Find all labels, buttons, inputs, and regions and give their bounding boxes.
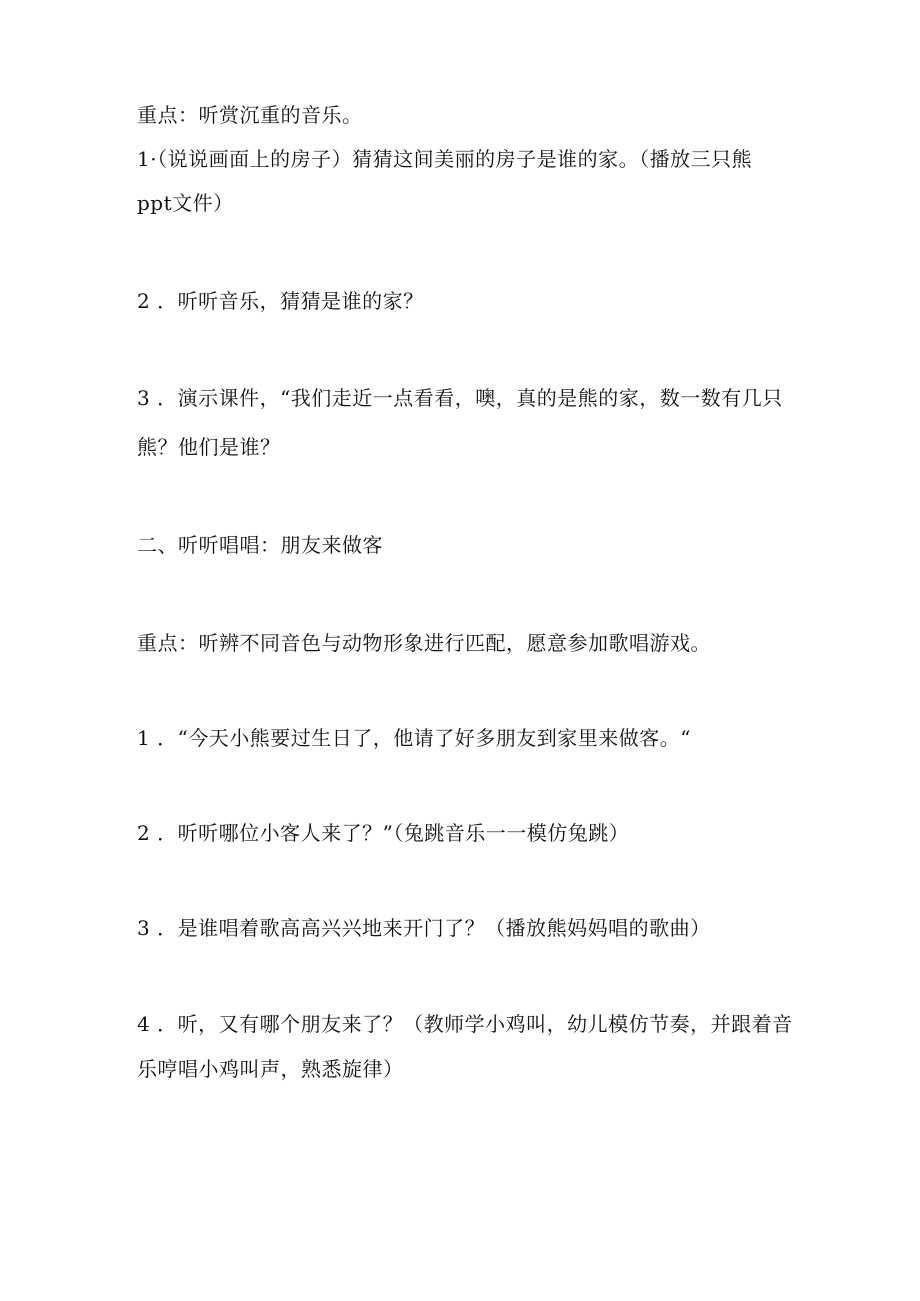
focus-line-2: 重点：听辨不同音色与动物形象进行匹配，愿意参加歌唱游戏。 [137, 631, 711, 655]
item-2-line: 2 ．听听音乐，猜猜是谁的家？ [137, 289, 424, 313]
item-3-line-1: 3 ．演示课件，“我们走近一点看看，噢，真的是熊的家，数一数有几只 [137, 386, 783, 410]
section2-item-4-line-1: 4 ．听，又有哪个朋友来了？（教师学小鸡叫，幼儿模仿节奏，并跟着音 [137, 1012, 793, 1036]
item-3-line-2: 熊？他们是谁？ [137, 435, 281, 459]
item-1-line-1: 1·（说说画面上的房子）猜猜这间美丽的房子是谁的家。（播放三只熊 [137, 147, 753, 171]
section2-item-3: 3 ．是谁唱着歌高高兴兴地来开门了？（播放熊妈妈唱的歌曲） [137, 916, 711, 940]
item-1-line-2: ppt文件） [137, 191, 234, 215]
section2-item-4-line-2: 乐哼唱小鸡叫声，熟悉旋律） [137, 1057, 404, 1081]
section2-item-1: 1 ．“今天小熊要过生日了，他请了好多朋友到家里来做客。“ [137, 726, 692, 750]
section2-item-2: 2 ．听听哪位小客人来了？”（兔跳音乐一一模仿兔跳） [137, 821, 630, 845]
section-heading: 二、听听唱唱：朋友来做客 [137, 533, 383, 557]
focus-line-1: 重点：听赏沉重的音乐。 [137, 103, 363, 127]
